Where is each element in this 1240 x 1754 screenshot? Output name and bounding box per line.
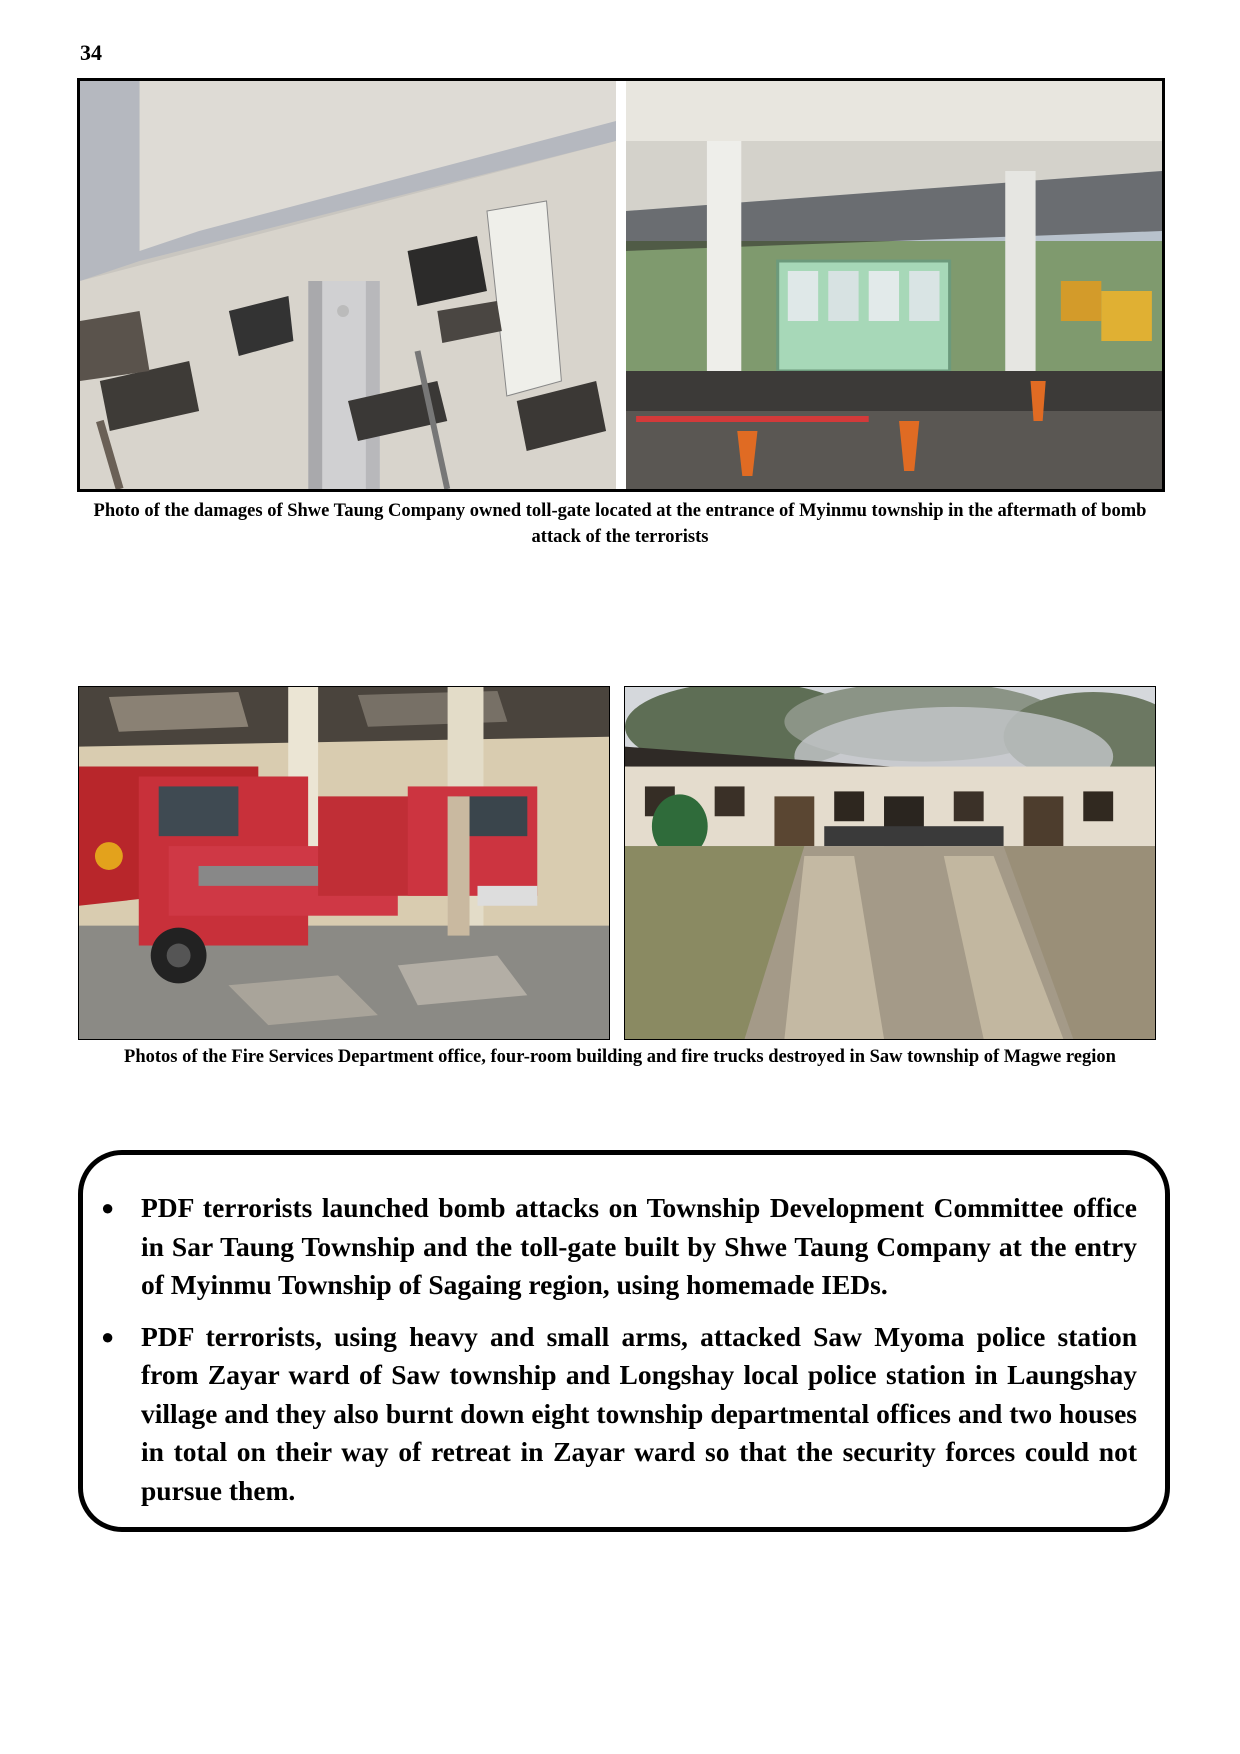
figure-caption-fire-services: Photos of the Fire Services Department office, four-room building and fire trucks destroyed in Saw township of Magwe region — [124, 1047, 1116, 1067]
page-number: 34 — [80, 40, 102, 65]
list-item — [101, 1318, 1137, 1511]
summary-bullet-list — [83, 1155, 1165, 1510]
figure-tollgate-photos — [77, 78, 1165, 492]
note-text: PDF terrorists, using heavy and small arms, attacked Saw Myoma police station from Zayar ward of Saw township and Longshay local police station in Laungshay village and they also burnt down eight township departmental offices and two houses in total on their way of retreat in Zayar ward so that the security forces could not pursue them. — [141, 1320, 1137, 1506]
burnt-building-photo — [624, 686, 1156, 1040]
list-item — [101, 1189, 1137, 1305]
figure-caption-tollgate: Photo of the damages of Shwe Taung Company owned toll-gate located at the entrance of Myinmu township in the aftermath of bomb attack of the terrorists — [93, 501, 1147, 547]
bullet-icon: ● — [101, 1195, 115, 1220]
summary-notes-box — [78, 1150, 1170, 1532]
bullet-icon: ● — [101, 1323, 115, 1349]
fire-truck-photo — [78, 686, 610, 1040]
note-text: PDF terrorists launched bomb attacks on Township Development Committee office in Sar Taung Township and the toll-gate built by Shwe Taung Company at the entry of Myinmu Township of Sagaing region, using homemade IEDs. — [141, 1192, 1137, 1300]
toll-gate-booth-photo — [626, 81, 1162, 489]
figure-fire-services-photos — [78, 686, 1156, 1040]
toll-gate-ceiling-photo — [80, 81, 616, 489]
